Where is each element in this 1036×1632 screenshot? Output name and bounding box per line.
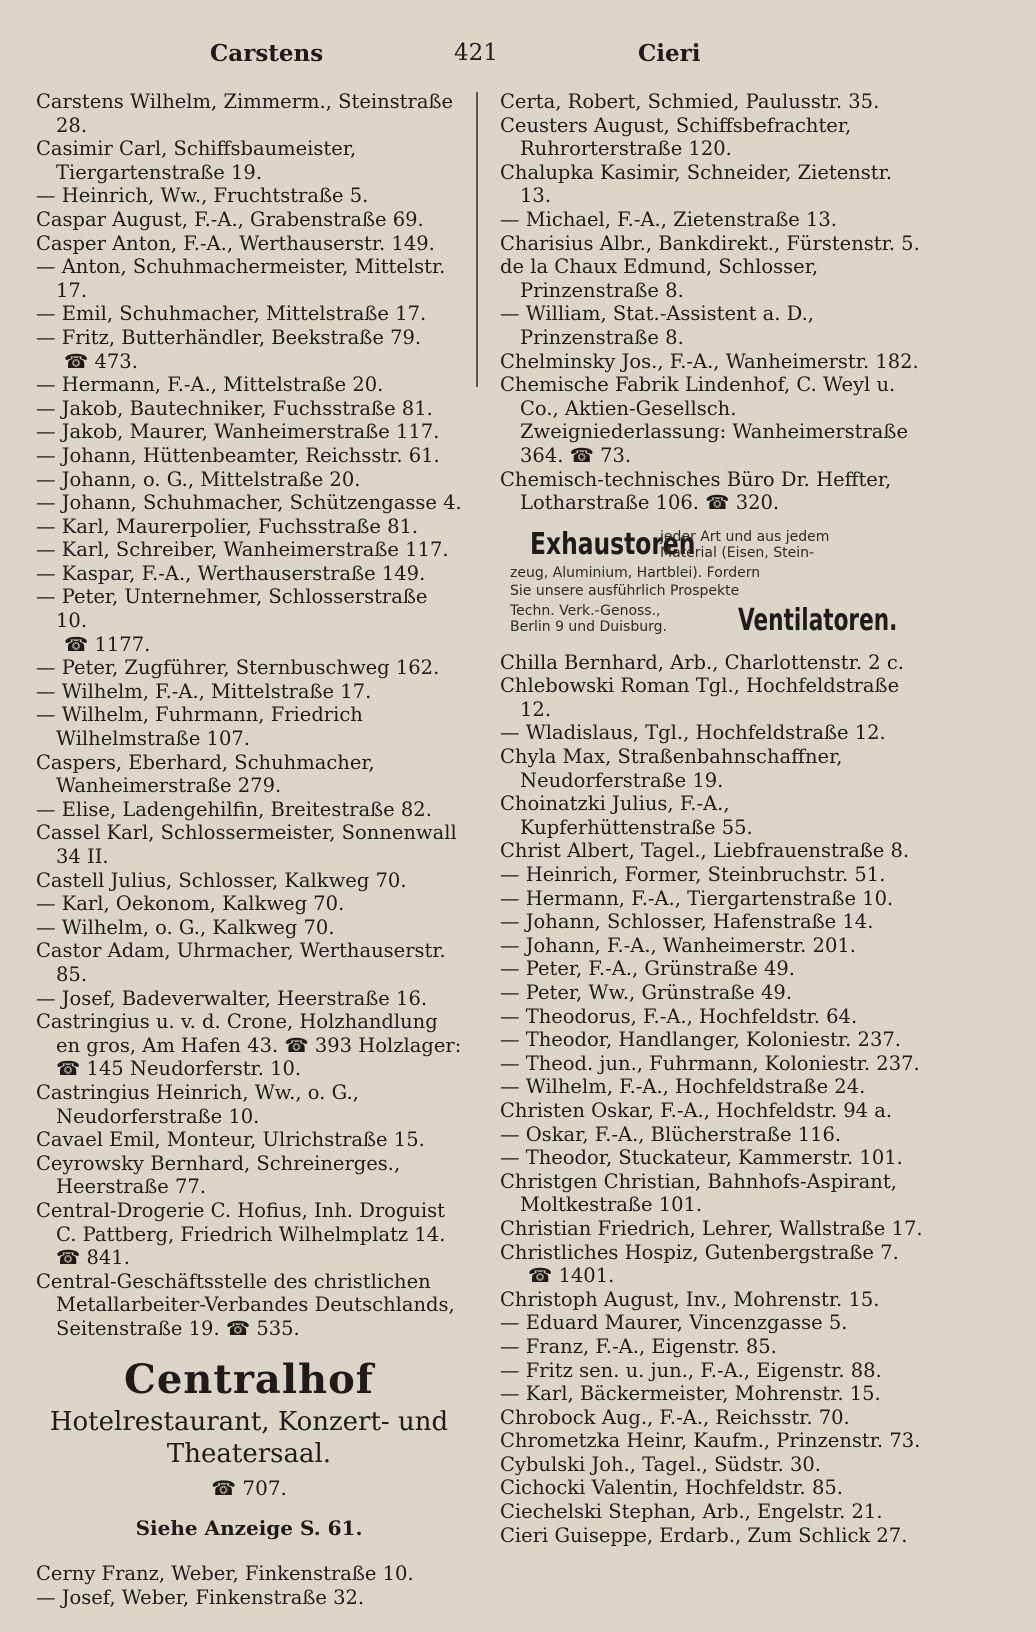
directory-entry: — Johann, Hüttenbeamter, Reichsstr. 61. <box>36 443 440 467</box>
directory-entry: Christliches Hospiz, Gutenbergstraße 7. <box>500 1240 899 1264</box>
directory-entry: Chrobock Aug., F.-A., Reichsstr. 70. <box>500 1405 850 1429</box>
directory-entry: — Fritz, Butterhändler, Beekstraße 79. <box>36 325 422 349</box>
directory-entry: Caspar August, F.-A., Grabenstraße 69. <box>36 207 424 231</box>
directory-entry: Cybulski Joh., Tagel., Südstr. 30. <box>500 1452 821 1476</box>
directory-entry: Charisius Albr., Bankdirekt., Fürstenstr. 5. <box>500 231 920 255</box>
directory-entry: Caspers, Eberhard, Schuhmacher, Wanheimerstraße 279. <box>36 750 375 798</box>
directory-entry: Chyla Max, Straßenbahnschaffner, Neudorferstraße 19. <box>500 745 843 792</box>
directory-entry: Christgen Christian, Bahnhofs-Aspirant, Moltkestraße 101. <box>500 1169 897 1217</box>
directory-entry: — Franz, F.-A., Eigenstr. 85. <box>500 1334 777 1358</box>
directory-entry: — Wilhelm, F.-A., Hochfeldstraße 24. <box>500 1075 866 1099</box>
directory-entry: — Anton, Schuhmachermeister, Mittelstr. 17. <box>36 255 446 302</box>
directory-entry: Chlebowski Roman Tgl., Hochfeldstraße 12. <box>500 674 900 721</box>
directory-entry: Chemische Fabrik Lindenhof, C. Weyl u. Co., Aktien-Gesellsch. Zweigniederlassung: Wanheimerstraße 364. ☎ 73. <box>500 373 909 467</box>
right-column <box>500 90 926 1547</box>
directory-entry: — Heinrich, Ww., Fruchtstraße 5. <box>36 184 369 208</box>
centralhof-ad <box>36 1354 462 1550</box>
directory-entry: ☎ 1401. <box>528 1264 615 1288</box>
directory-entry: Castor Adam, Uhrmacher, Werthauserstr. 85. <box>36 939 446 986</box>
ad-line-3: zeug, Aluminium, Hartblei). Fordern <box>510 564 761 581</box>
directory-entry: Castell Julius, Schlosser, Kalkweg 70. <box>36 868 407 892</box>
exhaustoren-word: Exhaustoren <box>530 526 696 562</box>
directory-entry: Chalupka Kasimir, Schneider, Zietenstr. 13. <box>500 160 893 208</box>
centralhof-title: Centralhof <box>124 1356 374 1404</box>
directory-entry: — Hermann, F.-A., Tiergartenstraße 10. <box>500 886 894 910</box>
directory-entry: Cassel Karl, Schlossermeister, Sonnenwall 34 II. <box>36 821 457 868</box>
directory-entry: Ceusters August, Schiffsbefrachter, Ruhrorterstraße 120. <box>500 113 852 161</box>
directory-entry: Choinatzki Julius, F.-A., Kupferhüttenstraße 55. <box>500 792 753 839</box>
directory-entry: — Fritz sen. u. jun., F.-A., Eigenstr. 88. <box>500 1358 882 1382</box>
directory-entry: — Johann, o. G., Mittelstraße 20. <box>36 467 361 491</box>
directory-entry: — Theod. jun., Fuhrmann, Koloniestr. 237. <box>500 1051 920 1075</box>
directory-entry: — Johann, Schuhmacher, Schützengasse 4. <box>36 491 462 515</box>
directory-entry: — Oskar, F.-A., Blücherstraße 116. <box>500 1122 842 1146</box>
directory-entry: — Hermann, F.-A., Mittelstraße 20. <box>36 373 384 397</box>
right-entries-a <box>500 90 926 515</box>
directory-entry: Christ Albert, Tagel., Liebfrauenstraße 8. <box>500 839 910 863</box>
directory-entry: Christen Oskar, F.-A., Hochfeldstr. 94 a. <box>500 1098 893 1122</box>
directory-entry: — Jakob, Bautechniker, Fuchsstraße 81. <box>36 396 433 420</box>
directory-entry: Ciechelski Stephan, Arb., Engelstr. 21. <box>500 1500 883 1524</box>
directory-entry: Cichocki Valentin, Hochfeldstr. 85. <box>500 1476 843 1500</box>
directory-entry: Chelminsky Jos., F.-A., Wanheimerstr. 182. <box>500 349 919 373</box>
directory-entry: Christoph August, Inv., Mohrenstr. 15. <box>500 1287 880 1311</box>
directory-entry: Chemisch-technisches Büro Dr. Heffter, Lotharstraße 106. ☎ 320. <box>500 467 892 515</box>
directory-entry: Cieri Guiseppe, Erdarb., Zum Schlick 27. <box>500 1523 908 1547</box>
directory-entry: — Karl, Bäckermeister, Mohrenstr. 15. <box>500 1382 881 1406</box>
directory-entry: — Karl, Maurerpolier, Fuchsstraße 81. <box>36 514 419 538</box>
directory-entry: Cerny Franz, Weber, Finkenstraße 10. <box>36 1562 414 1586</box>
right-entries-b <box>500 651 926 1548</box>
directory-entry: de la Chaux Edmund, Schlosser, Prinzenstraße 8. <box>500 255 819 302</box>
left-entries-a <box>36 90 462 1340</box>
directory-entry: — Peter, Ww., Grünstraße 49. <box>500 981 793 1004</box>
directory-entry: — Wilhelm, o. G., Kalkweg 70. <box>36 915 335 939</box>
directory-entry: — Josef, Badeverwalter, Heerstraße 16. <box>36 986 428 1010</box>
ad-line-6: Berlin 9 und Duisburg. <box>510 618 667 635</box>
directory-entry: Castringius Heinrich, Ww., o. G., Neudorferstraße 10. <box>36 1080 359 1128</box>
centralhof-phone: ☎ 707. <box>211 1476 287 1501</box>
centralhof-subtitle: Hotelrestaurant, Konzert- und Theatersaal. <box>49 1407 449 1470</box>
ad-line-4: Sie unsere ausführlich Prospekte <box>510 582 740 599</box>
directory-entry: Central-Drogerie C. Hofius, Inh. Droguist C. Pattberg, Friedrich Wilhelmplatz 14. ☎ 841. <box>36 1198 446 1270</box>
ad-line-1: jeder Art und aus jedem <box>660 528 830 545</box>
directory-entry: — Michael, F.-A., Zietenstraße 13. <box>500 207 837 231</box>
directory-entry: — Wilhelm, F.-A., Mittelstraße 17. <box>36 679 372 703</box>
running-head-right: Cieri <box>638 40 701 67</box>
directory-entry: ☎ 1177. <box>64 632 151 656</box>
directory-entry: — Karl, Oekonom, Kalkweg 70. <box>36 892 345 916</box>
directory-entry: — Karl, Schreiber, Wanheimerstraße 117. <box>36 538 449 562</box>
directory-entry: — William, Stat.-Assistent a. D., Prinzenstraße 8. <box>500 302 814 349</box>
directory-entry: — Emil, Schuhmacher, Mittelstraße 17. <box>36 302 427 326</box>
directory-entry: — Kaspar, F.-A., Werthauserstraße 149. <box>36 561 426 585</box>
directory-entry: Certa, Robert, Schmied, Paulusstr. 35. <box>500 90 880 113</box>
directory-entry: Chrometzka Heinr, Kaufm., Prinzenstr. 73. <box>500 1429 921 1453</box>
directory-entry: Christian Friedrich, Lehrer, Wallstraße 17. <box>500 1216 923 1240</box>
ventilatoren-word: Ventilatoren. <box>738 602 898 638</box>
directory-entry: — Theodor, Stuckateur, Kammerstr. 101. <box>500 1146 903 1170</box>
running-head-left: Carstens <box>210 40 324 67</box>
left-entries-b <box>36 1562 462 1609</box>
directory-entry: — Heinrich, Former, Steinbruchstr. 51. <box>500 863 886 887</box>
exhaustoren-ad <box>500 525 926 645</box>
page-number: 421 <box>454 40 498 66</box>
directory-entry: — Jakob, Maurer, Wanheimerstraße 117. <box>36 420 440 444</box>
directory-entry: ☎ 473. <box>64 349 138 373</box>
directory-entry: — Eduard Maurer, Vincenzgasse 5. <box>500 1311 848 1335</box>
directory-entry: — Johann, Schlosser, Hafenstraße 14. <box>500 910 874 934</box>
directory-entry: Ceyrowsky Bernhard, Schreinerges., Heerstraße 77. <box>36 1151 401 1199</box>
directory-entry: Casimir Carl, Schiffsbaumeister, Tiergartenstraße 19. <box>36 137 357 184</box>
directory-entry: — Theodorus, F.-A., Hochfeldstr. 64. <box>500 1004 858 1028</box>
directory-entry: — Peter, F.-A., Grünstraße 49. <box>500 957 795 981</box>
directory-entry: Cavael Emil, Monteur, Ulrichstraße 15. <box>36 1128 425 1152</box>
centralhof-note: Siehe Anzeige S. 61. <box>135 1516 363 1541</box>
directory-entry: Central-Geschäftsstelle des christlichen Metallarbeiter-Verbandes Deutschlands, Seitenstraße 19. ☎ 535. <box>36 1269 455 1340</box>
ad-line-5: Techn. Verk.-Genoss., <box>510 602 661 619</box>
directory-entry: Casper Anton, F.-A., Werthauserstr. 149. <box>36 231 435 255</box>
directory-entry: — Johann, F.-A., Wanheimerstr. 201. <box>500 933 856 957</box>
directory-entry: Chilla Bernhard, Arb., Charlottenstr. 2 c. <box>500 650 904 674</box>
directory-entry: — Theodor, Handlanger, Koloniestr. 237. <box>500 1028 901 1052</box>
directory-entry: — Wladislaus, Tgl., Hochfeldstraße 12. <box>500 721 886 745</box>
directory-entry: — Peter, Unternehmer, Schlosserstraße 10. <box>36 585 428 633</box>
column-divider <box>476 92 478 387</box>
left-column <box>36 90 462 1610</box>
directory-entry: — Josef, Weber, Finkenstraße 32. <box>36 1586 365 1610</box>
directory-entry: — Wilhelm, Fuhrmann, Friedrich Wilhelmstraße 107. <box>36 703 363 751</box>
directory-entry: — Elise, Ladengehilfin, Breitestraße 82. <box>36 797 432 821</box>
ad-line-2: Material (Eisen, Stein- <box>660 544 815 561</box>
directory-entry: Carstens Wilhelm, Zimmerm., Steinstraße 28. <box>36 90 454 137</box>
directory-entry: — Peter, Zugführer, Sternbuschweg 162. <box>36 656 440 680</box>
directory-entry: Castringius u. v. d. Crone, Holzhandlung en gros, Am Hafen 43. ☎ 393 Holzlager: ☎ 145 Neudorferstr. 10. <box>36 1010 462 1081</box>
